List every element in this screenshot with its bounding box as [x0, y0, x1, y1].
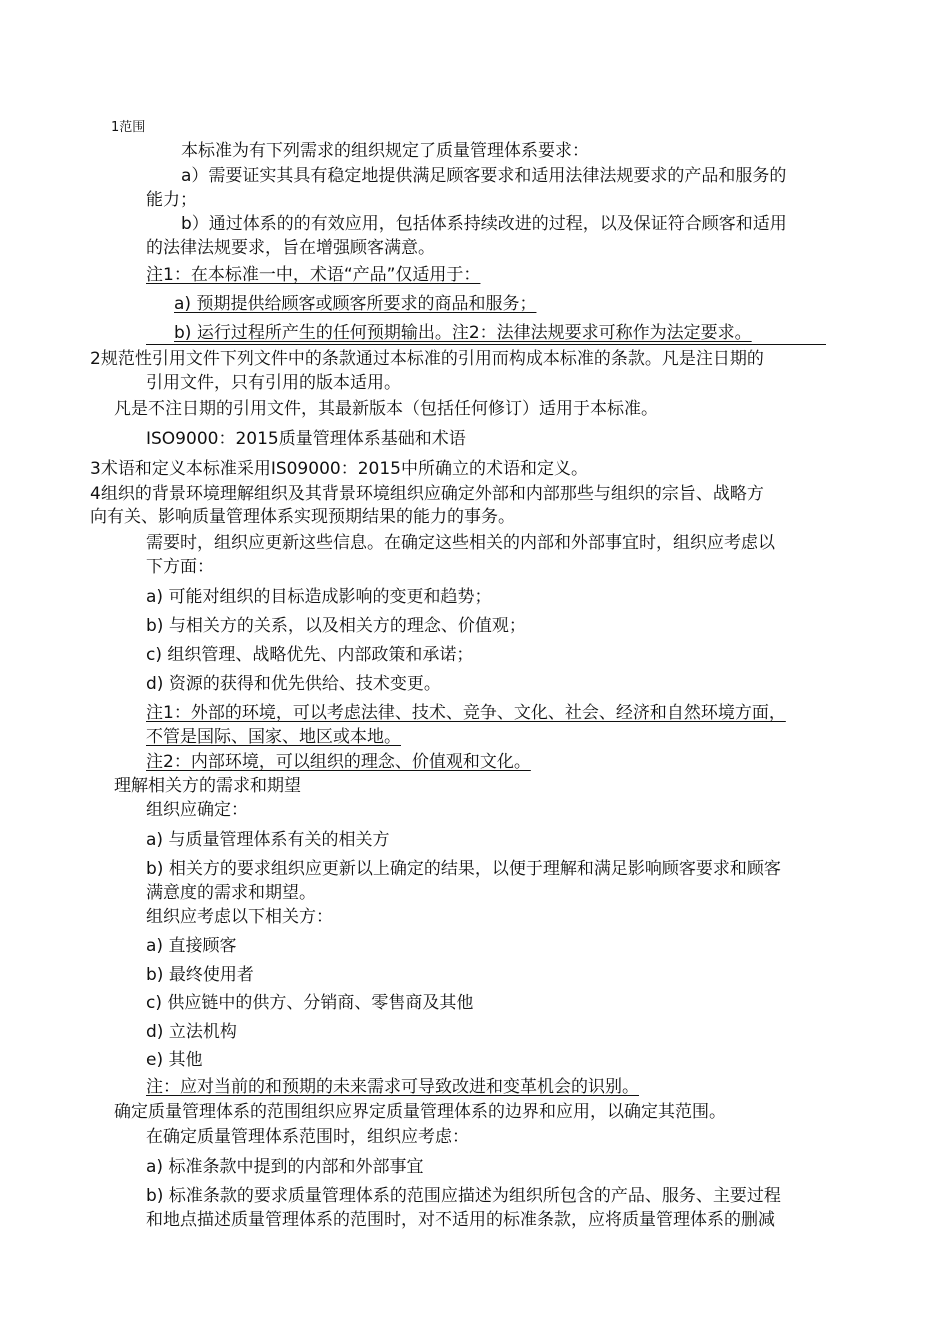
note-rule [146, 344, 826, 345]
paragraph-line: 满意度的需求和期望。 [146, 883, 316, 903]
paragraph-line: 引用文件，只有引用的版本适用。 [146, 373, 401, 393]
note-line: b) 运行过程所产生的任何预期输出。注2：法律法规要求可称作为法定要求。 [174, 323, 752, 343]
paragraph-line: 下方面： [146, 557, 214, 577]
list-item: a) 标准条款中提到的内部和外部事宜 [146, 1157, 424, 1177]
note-line: a) 预期提供给顾客或顾客所要求的商品和服务； [174, 294, 537, 314]
paragraph-line: 需要时，组织应更新这些信息。在确定这些相关的内部和外部事宜时，组织应考虑以 [146, 533, 775, 553]
list-item: d) 立法机构 [146, 1022, 237, 1042]
list-item: b) 最终使用者 [146, 965, 254, 985]
note-line: 注：应对当前的和预期的未来需求可导致改进和变革机会的识别。 [146, 1077, 639, 1097]
section-heading-normative-references: 2规范性引用文件下列文件中的条款通过本标准的引用而构成本标准的条款。凡是注日期的 [90, 349, 764, 369]
list-item: e) 其他 [146, 1050, 203, 1070]
list-item: a）需要证实其具有稳定地提供满足顾客要求和适用法律法规要求的产品和服务的 [181, 166, 787, 186]
list-item: a) 可能对组织的目标造成影响的变更和趋势； [146, 587, 492, 607]
subsection-heading: 确定质量管理体系的范围组织应界定质量管理体系的边界和应用，以确定其范围。 [114, 1102, 726, 1122]
reference-entry: ISO9000：2015质量管理体系基础和术语 [146, 429, 466, 449]
list-item: c) 供应链中的供方、分销商、零售商及其他 [146, 993, 474, 1013]
section-heading-context: 4组织的背景环境理解组织及其背景环境组织应确定外部和内部那些与组织的宗旨、战略方 [90, 484, 764, 504]
note-line: 不管是国际、国家、地区或本地。 [146, 727, 401, 747]
paragraph-line: 组织应确定： [146, 800, 248, 820]
paragraph-line: 凡是不注日期的引用文件，其最新版本（包括任何修订）适用于本标准。 [114, 399, 658, 419]
list-item: d) 资源的获得和优先供给、技术变更。 [146, 674, 441, 694]
note-line: 注1：外部的环境，可以考虑法律、技术、竞争、文化、社会、经济和自然环境方面， [146, 703, 786, 723]
list-item: a) 直接顾客 [146, 936, 237, 956]
list-item: b）通过体系的的有效应用，包括体系持续改进的过程，以及保证符合顾客和适用 [181, 214, 787, 234]
paragraph-line: 组织应考虑以下相关方： [146, 907, 333, 927]
paragraph-line: 在确定质量管理体系范围时，组织应考虑： [146, 1127, 469, 1147]
section-heading-scope: 1范围 [111, 120, 146, 135]
note-line: 注1：在本标准一中，术语“产品”仅适用于： [146, 265, 481, 285]
list-item: b) 标准条款的要求质量管理体系的范围应描述为组织所包含的产品、服务、主要过程 [146, 1186, 781, 1206]
list-item: c) 组织管理、战略优先、内部政策和承诺； [146, 645, 474, 665]
list-item: b) 相关方的要求组织应更新以上确定的结果，以便于理解和满足影响顾客要求和顾客 [146, 859, 781, 879]
subsection-heading: 理解相关方的需求和期望 [114, 776, 301, 796]
paragraph-line: 本标准为有下列需求的组织规定了质量管理体系要求： [181, 141, 589, 161]
list-item: b) 与相关方的关系，以及相关方的理念、价值观； [146, 616, 526, 636]
paragraph-line: 和地点描述质量管理体系的范围时，对不适用的标准条款，应将质量管理体系的删减 [146, 1210, 775, 1230]
paragraph-line: 的法律法规要求，旨在增强顾客满意。 [146, 238, 435, 258]
paragraph-line: 能力； [146, 190, 197, 210]
section-heading-terms: 3术语和定义本标准采用IS09000：2015中所确立的术语和定义。 [90, 459, 588, 479]
list-item: a) 与质量管理体系有关的相关方 [146, 830, 390, 850]
paragraph-line: 向有关、影响质量管理体系实现预期结果的能力的事务。 [90, 507, 515, 527]
note-line: 注2：内部环境，可以组织的理念、价值观和文化。 [146, 752, 531, 772]
